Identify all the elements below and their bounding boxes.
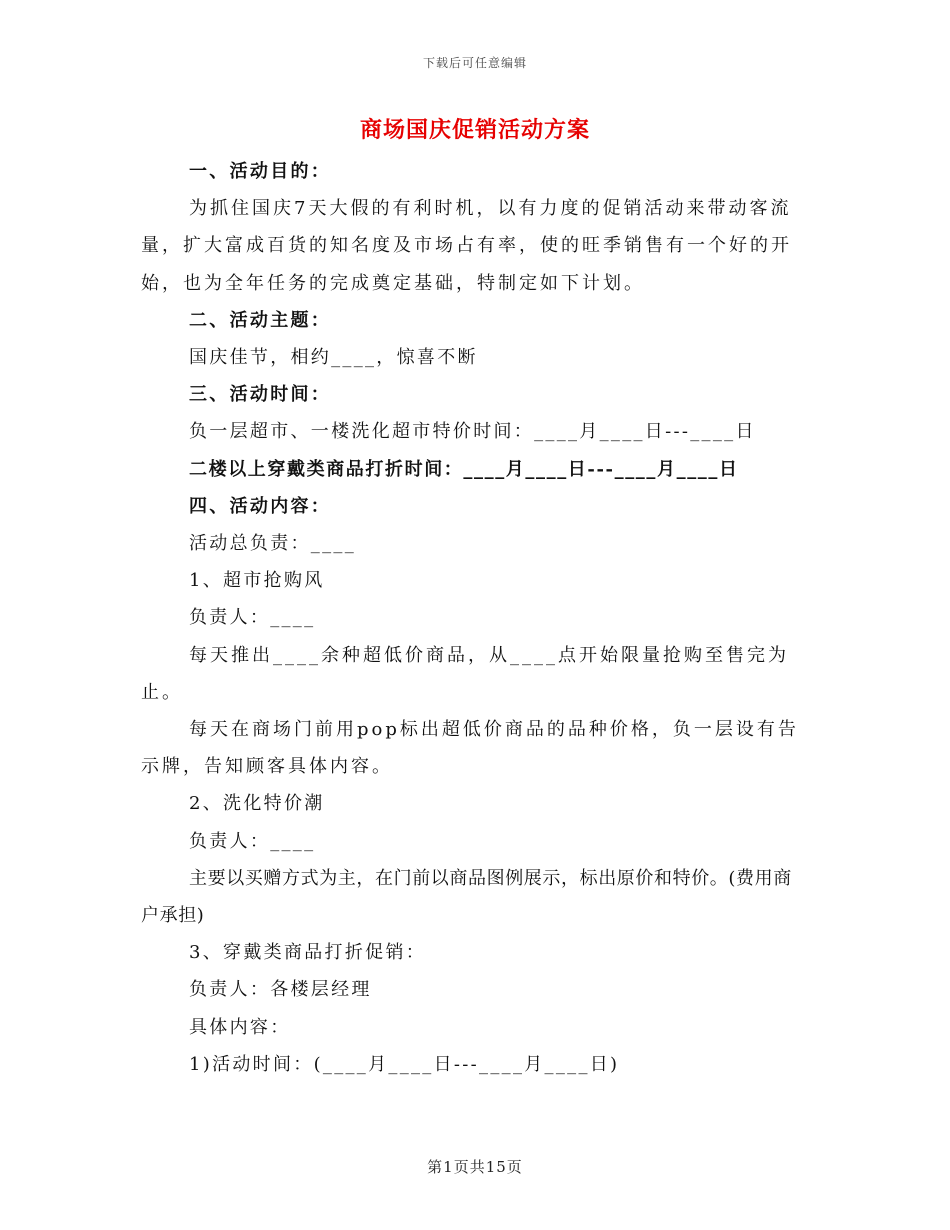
item1-title: 1、超市抢购风	[189, 570, 325, 592]
purpose-paragraph: 为抓住国庆7天大假的有利时机，以有力度的促销活动来带动客流量，扩大富成百货的知名度及市场占有率，使的旺季销售有一个好的开始，也为全年任务的完成奠定基础，特制定如下计划。	[141, 198, 792, 294]
page-footer: 第1页共15页	[427, 1158, 523, 1176]
time-line-apparel: 二楼以上穿戴类商品打折时间：____月____日---____月____日	[189, 458, 739, 480]
item1-owner: 负责人：____	[189, 607, 316, 629]
item2-title: 2、洗化特价潮	[189, 793, 325, 815]
theme-text: 国庆佳节，相约____，惊喜不断	[189, 347, 478, 369]
section-heading-content: 四、活动内容：	[189, 495, 332, 517]
section-heading-theme: 二、活动主题：	[189, 309, 332, 331]
section-heading-purpose: 一、活动目的：	[189, 161, 332, 182]
item3-title: 3、穿戴类商品打折促销：	[189, 942, 427, 964]
item2-owner: 负责人：____	[189, 830, 316, 852]
item1-paragraph-2: 每天在商场门前用pop标出超低价商品的品种价格，负一层设有告示牌，告知顾客具体内容。	[141, 719, 799, 778]
header-note: 下载后可任意编辑	[422, 56, 527, 70]
item3-owner: 负责人：各楼层经理	[189, 979, 372, 1001]
item3-detail-label: 具体内容：	[189, 1016, 291, 1038]
item2-paragraph: 主要以买赠方式为主，在门前以商品图例展示，标出原价和特价。(费用商户承担)	[141, 867, 792, 927]
overall-owner: 活动总负责：____	[189, 533, 356, 555]
time-line-supermarket: 负一层超市、一楼洗化超市特价时间：____月____日---____日	[189, 421, 756, 443]
item3-sub1: 1)活动时间：(____月____日---____月____日)	[189, 1053, 620, 1075]
document-body	[141, 153, 809, 1083]
document-title: 商场国庆促销活动方案	[359, 117, 590, 143]
item1-paragraph-1: 每天推出____余种超低价商品，从____点开始限量抢购至售完为止。	[141, 644, 789, 703]
section-heading-time: 三、活动时间：	[189, 384, 332, 406]
